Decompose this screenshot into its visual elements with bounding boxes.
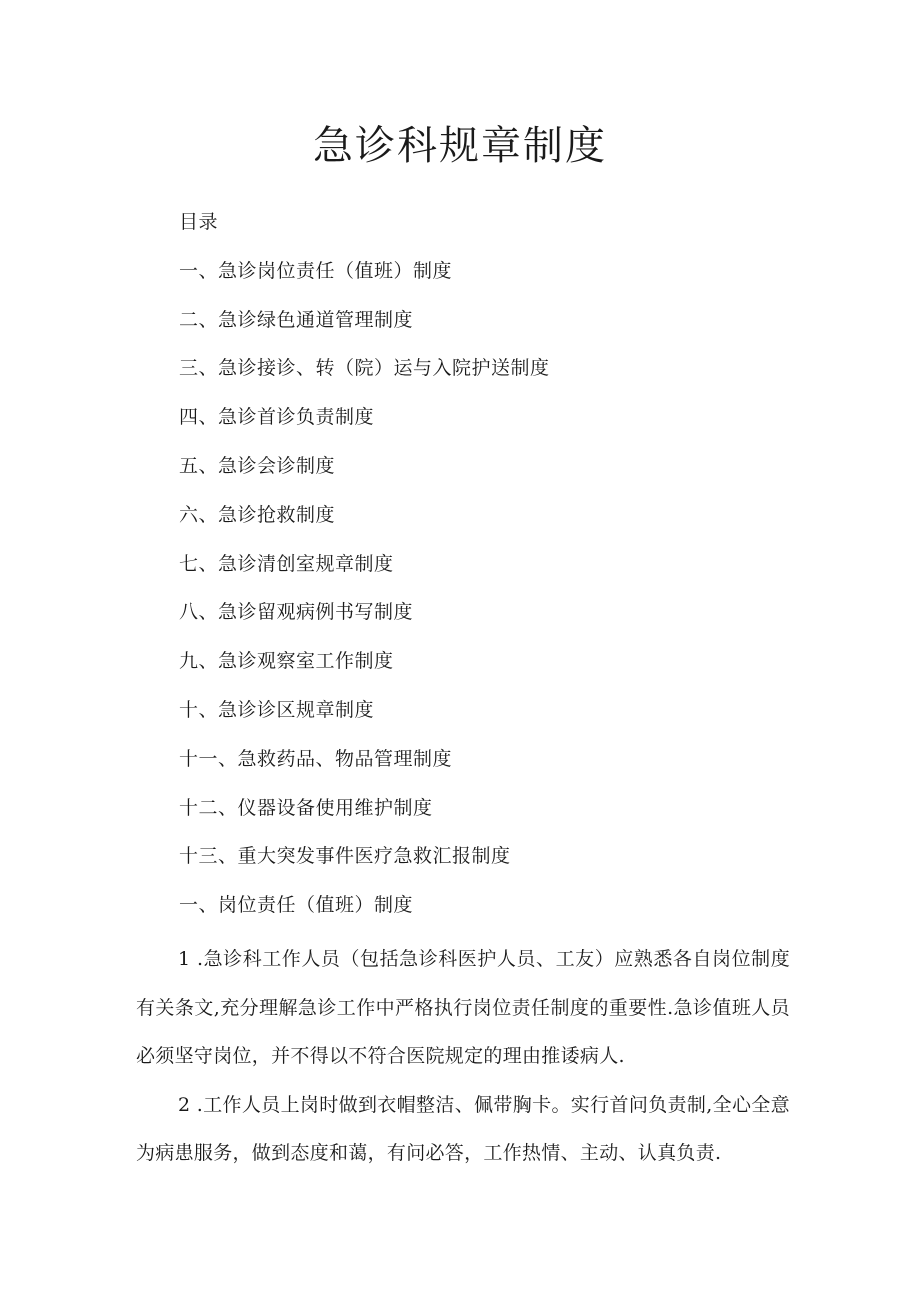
toc-item: 十一、急救药品、物品管理制度 [179,747,453,770]
toc-item: 七、急诊清创室规章制度 [179,552,394,575]
toc-item: 二、急诊绿色通道管理制度 [179,308,414,331]
toc-item: 八、急诊留观病例书写制度 [179,601,414,624]
section-heading: 一、岗位责任（值班）制度 [179,894,414,917]
toc-heading: 目录 [179,211,219,233]
toc-item: 十、急诊诊区规章制度 [179,698,375,721]
body-paragraph: 2 .工作人员上岗时做到衣帽整洁、佩带胸卡。实行首问负责制,全心全意为病患服务，做到态度和蔼，有问必答，工作热情、主动、认真负责. [136,1093,790,1164]
table-of-contents [179,206,550,938]
toc-item: 四、急诊首诊负责制度 [179,406,375,429]
toc-item: 五、急诊会诊制度 [179,454,336,477]
section-body [136,935,790,1178]
toc-item: 一、急诊岗位责任（值班）制度 [179,259,453,282]
toc-item: 三、急诊接诊、转（院）运与入院护送制度 [179,357,550,380]
body-paragraph: 1 .急诊科工作人员（包括急诊科医护人员、工友）应熟悉各自岗位制度有关条文,充分理解急诊工作中严格执行岗位责任制度的重要性.急诊值班人员必须坚守岗位，并不得以不符合医院规定的理由推诿病人. [136,948,790,1067]
document-title: 急诊科规章制度 [313,123,607,169]
toc-item: 九、急诊观察室工作制度 [179,650,394,673]
toc-item: 十三、重大突发事件医疗急救汇报制度 [179,845,511,868]
toc-item: 六、急诊抢救制度 [179,503,336,526]
toc-item: 十二、仪器设备使用维护制度 [179,796,433,819]
